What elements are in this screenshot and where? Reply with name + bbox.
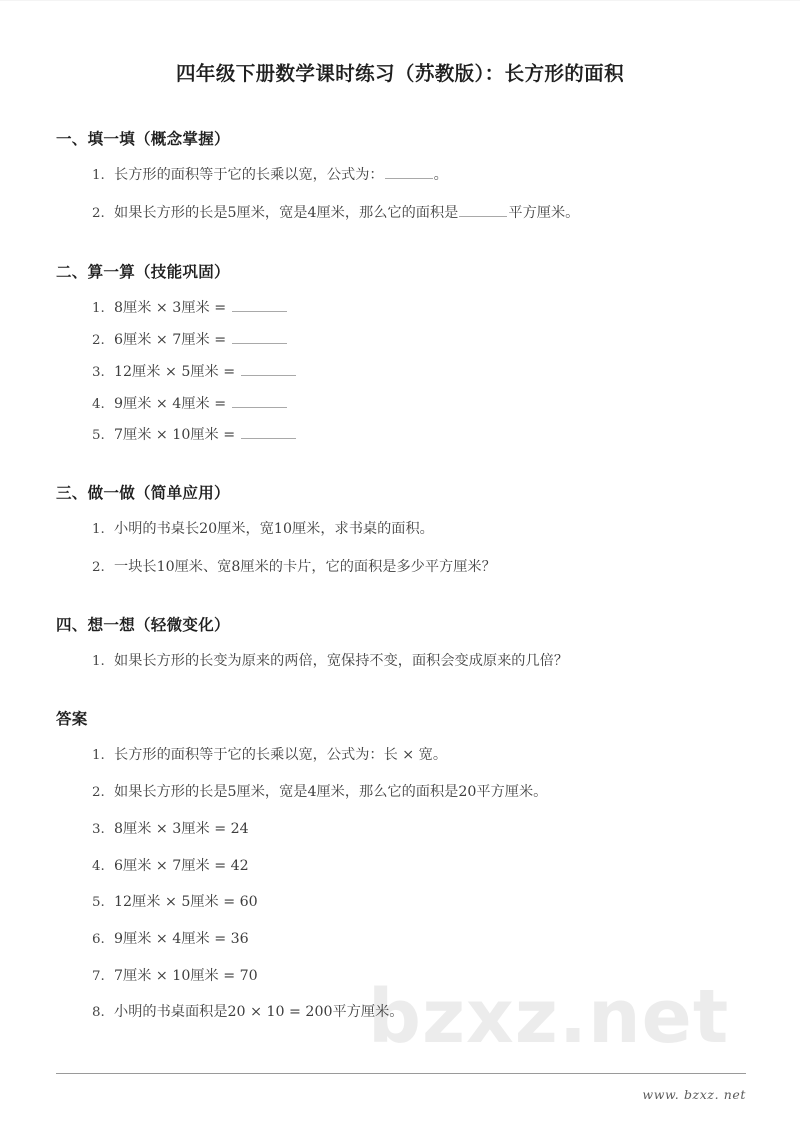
list-item-number: 2. xyxy=(92,333,105,349)
list-item xyxy=(0,1005,800,1021)
spacer xyxy=(0,149,800,168)
answer-blank[interactable] xyxy=(232,407,287,408)
spacer xyxy=(0,282,800,301)
spacer xyxy=(0,317,800,333)
answer-blank[interactable] xyxy=(241,375,296,376)
list-item xyxy=(0,301,800,317)
list-item-text: 如果长方形的长是5厘米，宽是4厘米，那么它的面积是20平方厘米。 xyxy=(114,784,548,801)
spacer xyxy=(0,874,800,895)
list-item-number: 2. xyxy=(92,205,105,221)
list-item-number: 8. xyxy=(92,1005,105,1021)
list-item-number: 6. xyxy=(92,932,105,948)
list-item-number: 1. xyxy=(92,748,105,764)
list-item-text: 12厘米 × 5厘米 = 60 xyxy=(114,894,258,911)
list-item-text: 如果长方形的长是5厘米，宽是4厘米，那么它的面积是 xyxy=(114,204,459,221)
list-item-number: 1. xyxy=(92,301,105,317)
spacer xyxy=(0,184,800,206)
list-item xyxy=(0,654,800,670)
list-item xyxy=(0,522,800,538)
list-item xyxy=(0,969,800,985)
answer-blank[interactable] xyxy=(232,343,287,344)
list-item-number: 1. xyxy=(92,653,105,669)
spacer xyxy=(0,911,800,932)
list-item xyxy=(0,785,800,801)
list-item xyxy=(0,895,800,911)
spacer xyxy=(0,801,800,822)
spacer xyxy=(0,349,800,365)
list-item-number: 5. xyxy=(92,895,105,911)
list-item xyxy=(0,365,800,381)
list-item-text-suffix: 平方厘米。 xyxy=(508,204,580,221)
spacer xyxy=(0,412,800,428)
fill-in-blank[interactable] xyxy=(385,178,433,179)
list-item-text: 小明的书桌长20厘米，宽10厘米，求书桌的面积。 xyxy=(114,521,434,538)
list-item-text: 一块长10厘米、宽8厘米的卡片，它的面积是多少平方厘米？ xyxy=(114,558,496,575)
list-item-number: 3. xyxy=(92,364,105,380)
list-item-text: 长方形的面积等于它的长乘以宽，公式为： xyxy=(114,167,384,183)
list-item-text: 9厘米 × 4厘米 = xyxy=(114,395,231,412)
spacer xyxy=(0,729,800,748)
watermark-bzxz: bzxz.net xyxy=(368,974,730,1060)
list-item xyxy=(0,428,800,444)
spacer xyxy=(0,838,800,859)
list-item-number: 2. xyxy=(92,559,105,575)
list-item-text: 如果长方形的长变为原来的两倍，宽保持不变，面积会变成原来的几倍？ xyxy=(114,652,569,669)
footer-divider xyxy=(56,1073,746,1074)
list-item xyxy=(0,168,800,184)
list-item-text: 8厘米 × 3厘米 = xyxy=(114,300,231,317)
section-heading-4: 四、想一想（轻微变化） xyxy=(56,614,230,634)
list-item-text: 7厘米 × 10厘米 = 70 xyxy=(114,967,258,984)
list-item-text: 6厘米 × 7厘米 = xyxy=(114,332,231,349)
spacer xyxy=(0,503,800,522)
list-item-text: 长方形的面积等于它的长乘以宽，公式为：长 × 宽。 xyxy=(114,747,448,764)
list-item xyxy=(0,822,800,838)
list-item-number: 4. xyxy=(92,858,105,874)
list-item xyxy=(0,333,800,349)
list-item xyxy=(0,397,800,413)
list-item xyxy=(0,932,800,948)
section-3-list xyxy=(0,522,800,575)
list-item-number: 4. xyxy=(92,396,105,412)
spacer xyxy=(0,381,800,397)
spacer xyxy=(0,635,800,654)
list-item-text: 6厘米 × 7厘米 = 42 xyxy=(114,857,249,874)
list-item xyxy=(0,206,800,222)
answer-blank[interactable] xyxy=(241,438,296,439)
answers-list xyxy=(0,748,800,1021)
list-item-text-suffix: 。 xyxy=(433,167,448,183)
section-2-list xyxy=(0,301,800,444)
list-item-number: 2. xyxy=(92,785,105,801)
list-item-text: 12厘米 × 5厘米 = xyxy=(114,363,240,380)
section-heading-3: 三、做一做（简单应用） xyxy=(56,483,230,503)
list-item-text: 7厘米 × 10厘米 = xyxy=(114,427,240,444)
list-item-text: 小明的书桌面积是20 × 10 = 200平方厘米。 xyxy=(114,1004,404,1021)
answer-blank[interactable] xyxy=(232,311,287,312)
list-item-number: 1. xyxy=(92,522,105,538)
page-title: 四年级下册数学课时练习（苏教版）：长方形的面积 xyxy=(176,62,624,85)
section-4-list xyxy=(0,654,800,670)
spacer xyxy=(0,538,800,560)
spacer xyxy=(0,948,800,969)
list-item xyxy=(0,560,800,576)
fill-in-blank[interactable] xyxy=(459,216,507,217)
list-item xyxy=(0,748,800,764)
spacer xyxy=(0,764,800,785)
section-heading-1: 一、填一填（概念掌握） xyxy=(56,129,230,148)
spacer xyxy=(0,984,800,1005)
list-item-number: 1. xyxy=(92,168,105,183)
list-item-number: 5. xyxy=(92,428,105,444)
footer-url: www. bzxz. net xyxy=(642,1087,746,1102)
list-item xyxy=(0,859,800,875)
list-item-number: 7. xyxy=(92,968,105,984)
section-heading-2: 二、算一算（技能巩固） xyxy=(56,262,230,282)
list-item-text: 8厘米 × 3厘米 = 24 xyxy=(114,820,249,837)
list-item-text: 9厘米 × 4厘米 = 36 xyxy=(114,931,249,948)
answers-heading: 答案 xyxy=(56,709,88,729)
list-item-number: 3. xyxy=(92,821,105,837)
section-1-list xyxy=(0,168,800,221)
